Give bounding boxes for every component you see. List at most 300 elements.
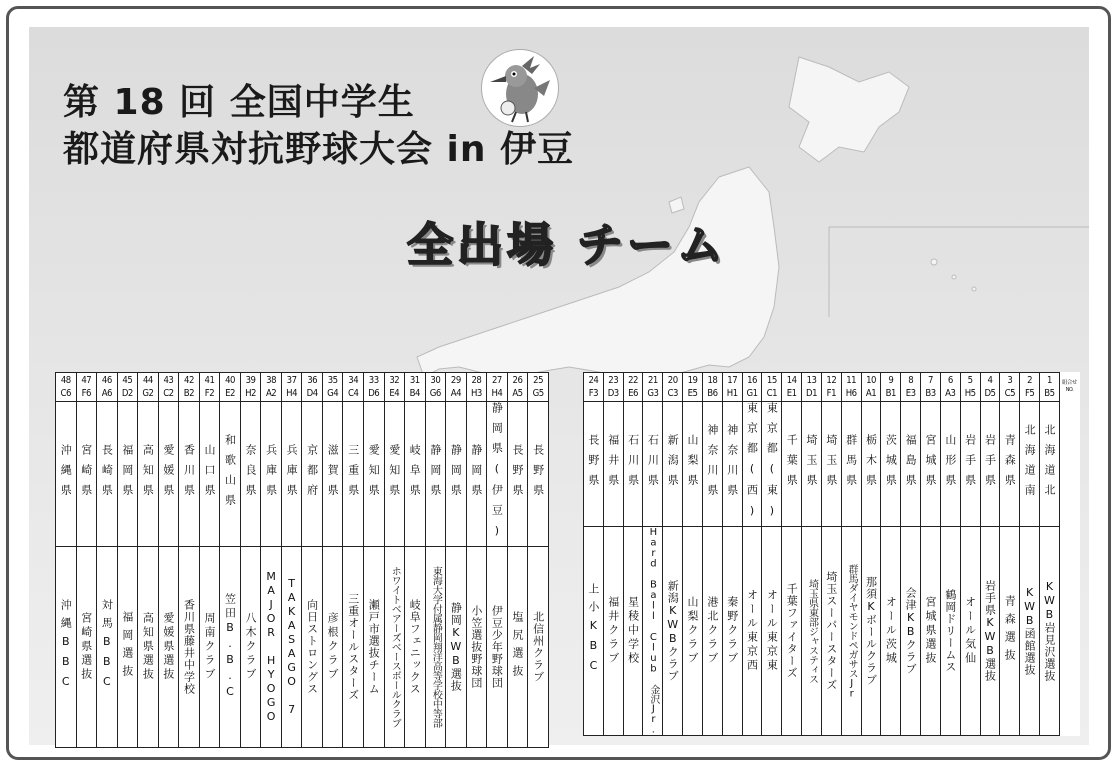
- number-row: [584, 373, 1080, 402]
- match-number-cell: [405, 373, 426, 402]
- match-number: 26: [512, 375, 523, 386]
- bracket-code: G5: [532, 388, 544, 399]
- bracket-code: A3: [945, 388, 956, 399]
- prefecture-cell: [762, 402, 782, 527]
- prefecture-name: 高知県: [141, 444, 155, 504]
- team-cell: [1000, 527, 1020, 736]
- bracket-code: D1: [806, 388, 818, 399]
- team-name: 星稜中学校: [626, 596, 640, 666]
- team-cell: [302, 547, 323, 748]
- match-number: 43: [163, 375, 174, 386]
- match-number-cell: [1020, 373, 1040, 402]
- match-number: 47: [81, 375, 92, 386]
- prefecture-cell: [782, 402, 802, 527]
- team-name: 岐阜フェニックス: [408, 599, 422, 695]
- team-name: オール茨城: [884, 596, 898, 666]
- match-number-cell: [940, 373, 960, 402]
- match-number: 14: [786, 375, 797, 386]
- match-number-cell: [802, 373, 822, 402]
- match-number: 22: [628, 375, 638, 386]
- team-name: 塩尻選抜: [510, 611, 524, 683]
- team-cell: [584, 527, 604, 736]
- match-number: 46: [101, 375, 112, 386]
- bracket-code: H3: [470, 388, 482, 399]
- bracket-code: F2: [204, 388, 215, 399]
- prefecture-cell: [158, 402, 179, 547]
- bracket-code: F3: [588, 388, 599, 399]
- match-number-cell: [782, 373, 802, 402]
- match-number-cell: [240, 373, 261, 402]
- match-number: 20: [667, 375, 678, 386]
- team-cell: [117, 547, 138, 748]
- team-name: 高知県選抜: [141, 612, 155, 682]
- bracket-code: F1: [826, 388, 837, 399]
- team-name: TAKASAGO 7: [285, 577, 299, 717]
- team-row: [584, 527, 1080, 736]
- team-name: 那須Kボールクラブ: [864, 576, 878, 686]
- team-cell: [940, 527, 960, 736]
- prefecture-cell: [683, 402, 703, 527]
- prefecture-cell: [584, 402, 604, 527]
- match-number-cell: [1000, 373, 1020, 402]
- match-number: 32: [389, 375, 400, 386]
- prefecture-cell: [179, 402, 200, 547]
- prefecture-cell: [487, 402, 508, 547]
- prefecture-name: 香川県: [182, 444, 196, 504]
- prefecture-name: 山梨県: [686, 434, 700, 494]
- match-number: 45: [122, 375, 133, 386]
- prefecture-name: 兵庫県: [264, 444, 278, 504]
- team-name: 新潟KWBクラブ: [666, 580, 680, 682]
- team-cell: [861, 527, 881, 736]
- match-number: 15: [766, 375, 777, 386]
- team-name: 北信州クラブ: [531, 611, 545, 683]
- prefecture-cell: [940, 402, 960, 527]
- team-cell: [240, 547, 261, 748]
- team-cell: [663, 527, 683, 736]
- team-name: 埼玉スーパースターズ: [824, 571, 838, 691]
- prefecture-cell: [343, 402, 364, 547]
- match-number: 10: [866, 375, 876, 386]
- match-number-cell: [425, 373, 446, 402]
- prefecture-cell: [56, 402, 77, 547]
- team-name: 愛媛県選抜: [161, 612, 175, 682]
- team-cell: [405, 547, 426, 748]
- team-name: 岩手県KWB選抜: [983, 580, 997, 682]
- team-cell: [446, 547, 467, 748]
- prefecture-cell: [261, 402, 282, 547]
- match-number: 31: [409, 375, 420, 386]
- bracket-code: B3: [925, 388, 936, 399]
- team-name: 会津KBクラブ: [904, 587, 918, 675]
- bracket-code: G6: [429, 388, 441, 399]
- team-cell: [76, 547, 97, 748]
- team-cell: [603, 527, 623, 736]
- match-number-cell: [1040, 373, 1060, 402]
- match-number-cell: [322, 373, 343, 402]
- team-cell: [220, 547, 241, 748]
- team-name: 埼玉県東部ジャスティス: [806, 578, 818, 684]
- team-name: 向日ストロングス: [305, 599, 319, 695]
- match-number: 41: [204, 375, 215, 386]
- prefecture-name: 岐阜県: [408, 444, 422, 504]
- match-number-cell: [584, 373, 604, 402]
- prefecture-cell: [802, 402, 822, 527]
- prefecture-cell: [1000, 402, 1020, 527]
- team-name: 鶴岡ドリームス: [943, 589, 957, 673]
- bracket-code: D5: [984, 388, 996, 399]
- team-cell: [281, 547, 302, 748]
- prefecture-cell: [363, 402, 384, 547]
- team-cell: [466, 547, 487, 748]
- bracket-code: E4: [389, 388, 400, 399]
- match-number: 37: [286, 375, 297, 386]
- match-number: 4: [987, 375, 993, 386]
- match-number: 19: [687, 375, 698, 386]
- match-number-cell: [138, 373, 159, 402]
- match-number-cell: [762, 373, 782, 402]
- bracket-code: E6: [628, 388, 638, 399]
- prefecture-name: 山口県: [202, 444, 216, 504]
- prefecture-cell: [240, 402, 261, 547]
- bracket-code: H1: [726, 388, 738, 399]
- bracket-code: C6: [60, 388, 71, 399]
- team-name: 沖縄BBC: [59, 599, 73, 695]
- team-name: 八木クラブ: [244, 612, 258, 682]
- team-cell: [261, 547, 282, 748]
- prefecture-name: 石川県: [626, 434, 640, 494]
- team-name: 港北クラブ: [705, 596, 719, 666]
- bracket-code: E1: [786, 388, 797, 399]
- prefecture-name: 千葉県: [785, 434, 799, 494]
- bracket-code: G3: [647, 388, 659, 399]
- prefecture-name: 栃木県: [864, 434, 878, 494]
- prefecture-name: 滋賀県: [326, 444, 340, 504]
- match-number: 28: [471, 375, 482, 386]
- match-number: 48: [60, 375, 71, 386]
- poster-frame: [6, 6, 1111, 760]
- prefecture-cell: [623, 402, 643, 527]
- bracket-code: C2: [163, 388, 174, 399]
- prefecture-name: 神奈川県: [725, 424, 739, 504]
- match-number: 6: [947, 375, 953, 386]
- prefecture-name: 宮崎県: [79, 444, 93, 504]
- match-number: 5: [967, 375, 973, 386]
- match-number: 39: [245, 375, 256, 386]
- bracket-code: H2: [245, 388, 256, 399]
- prefecture-cell: [528, 402, 549, 547]
- prefecture-cell: [960, 402, 980, 527]
- bracket-code: H4: [286, 388, 298, 399]
- match-number: 13: [806, 375, 817, 386]
- teams-table-left: [55, 372, 549, 748]
- team-cell: [960, 527, 980, 736]
- match-number: 29: [450, 375, 461, 386]
- team-cell: [980, 527, 1000, 736]
- bracket-code: A4: [450, 388, 461, 399]
- team-name: 東海大学付属静岡翔洋高等学校中等部: [430, 566, 442, 728]
- prefecture-cell: [742, 402, 762, 527]
- team-name: 千葉ファイターズ: [785, 583, 799, 679]
- match-number: 11: [846, 375, 857, 386]
- match-number-cell: [742, 373, 762, 402]
- page-title: [63, 79, 574, 173]
- prefecture-name: 北海道南: [1023, 424, 1037, 504]
- match-number-cell: [220, 373, 241, 402]
- match-number-cell: [528, 373, 549, 402]
- match-number: 35: [327, 375, 338, 386]
- bracket-code: B6: [707, 388, 718, 399]
- prefecture-cell: [97, 402, 118, 547]
- subtitle-all-teams: 全出場 チーム: [407, 218, 728, 272]
- team-name: 宮城県選抜: [923, 596, 937, 666]
- team-cell: [1040, 527, 1060, 736]
- team-name: 宮崎県選抜: [79, 612, 93, 682]
- prefecture-name: 岩手県: [963, 434, 977, 494]
- team-cell: [821, 527, 841, 736]
- match-number: 27: [491, 375, 502, 386]
- bracket-code: C5: [1004, 388, 1016, 399]
- team-cell: [56, 547, 77, 748]
- match-number-cell: [487, 373, 508, 402]
- bracket-code: E2: [225, 388, 235, 399]
- team-name: オール東京東: [765, 589, 779, 673]
- team-cell: [343, 547, 364, 748]
- bracket-code: C1: [766, 388, 778, 399]
- team-cell: [528, 547, 549, 748]
- team-cell: [921, 527, 941, 736]
- match-number: 21: [647, 375, 658, 386]
- bracket-code: A2: [265, 388, 277, 399]
- match-number: 1: [1046, 375, 1052, 386]
- team-cell: [762, 527, 782, 736]
- prefecture-name: 兵庫県: [285, 444, 299, 504]
- number-row: [56, 373, 549, 402]
- team-cell: [841, 527, 861, 736]
- match-number-cell: [302, 373, 323, 402]
- bracket-code: D3: [607, 388, 619, 399]
- prefecture-name: 埼玉県: [805, 434, 819, 494]
- match-number-cell: [117, 373, 138, 402]
- match-number: 3: [1007, 375, 1013, 386]
- prefecture-name: 三重県: [346, 444, 360, 504]
- bracket-code: B1: [885, 388, 896, 399]
- title-line-2: 都道府県対抗野球大会 in 伊豆: [63, 129, 575, 170]
- prefecture-name: 石川県: [646, 434, 660, 494]
- prefecture-name: 宮城県: [923, 434, 937, 494]
- team-cell: [322, 547, 343, 748]
- prefecture-name: 静岡県: [469, 444, 483, 504]
- prefecture-cell: [702, 402, 722, 527]
- team-cell: [683, 527, 703, 736]
- bracket-code: E5: [687, 388, 698, 399]
- title-line-1: 第 18 回 全国中学生: [63, 82, 415, 123]
- match-number-cell: [158, 373, 179, 402]
- team-cell: [425, 547, 446, 748]
- team-cell: [179, 547, 200, 748]
- match-number: 24: [588, 375, 599, 386]
- prefecture-name: 岩手県: [983, 434, 997, 494]
- header-spacer: [1059, 402, 1079, 527]
- match-number-cell: [199, 373, 220, 402]
- match-number-cell: [821, 373, 841, 402]
- header-spacer: [1059, 527, 1079, 736]
- prefecture-cell: [220, 402, 241, 547]
- match-number: 2: [1027, 375, 1033, 386]
- team-cell: [138, 547, 159, 748]
- team-name: KWB函館選抜: [1023, 586, 1037, 676]
- prefecture-cell: [199, 402, 220, 547]
- prefecture-cell: [281, 402, 302, 547]
- match-number-cell: [281, 373, 302, 402]
- teams-table-right: [583, 372, 1080, 736]
- team-cell: [507, 547, 528, 748]
- match-number: 8: [908, 375, 914, 386]
- team-name: 秦野クラブ: [725, 596, 739, 666]
- team-name: オール気仙: [963, 596, 977, 666]
- prefecture-name: 静岡県: [428, 444, 442, 504]
- team-name: 静岡KWB選抜: [449, 602, 463, 692]
- match-number-cell: [179, 373, 200, 402]
- team-cell: [97, 547, 118, 748]
- team-name: 伊豆少年野球団: [490, 605, 504, 689]
- prefecture-name: 和歌山県: [223, 434, 237, 514]
- team-name: 対馬BBC: [100, 599, 114, 695]
- prefecture-name: 神奈川県: [705, 424, 719, 504]
- team-cell: [158, 547, 179, 748]
- match-number-cell: [702, 373, 722, 402]
- match-number-cell: [960, 373, 980, 402]
- match-number: 17: [727, 375, 738, 386]
- match-number-cell: [901, 373, 921, 402]
- match-number-cell: [466, 373, 487, 402]
- bracket-code: C4: [347, 388, 359, 399]
- team-name: 福井クラブ: [606, 596, 620, 666]
- bracket-code: E3: [905, 388, 916, 399]
- team-cell: [702, 527, 722, 736]
- match-number-cell: [261, 373, 282, 402]
- bracket-code: G4: [327, 388, 339, 399]
- bracket-code: D6: [368, 388, 380, 399]
- match-number-cell: [881, 373, 901, 402]
- team-name: 小笠選抜野球団: [469, 605, 483, 689]
- prefecture-name: 奈良県: [244, 444, 258, 504]
- prefecture-cell: [643, 402, 663, 527]
- match-number: 42: [184, 375, 194, 386]
- prefecture-name: 福島県: [904, 434, 918, 494]
- team-name: オール東京西: [745, 589, 759, 673]
- prefecture-cell: [405, 402, 426, 547]
- match-number-cell: [663, 373, 683, 402]
- prefecture-name: 長野県: [510, 444, 524, 504]
- bracket-code: B5: [1044, 388, 1055, 399]
- combination-number-header: 組合せNO.: [1061, 380, 1077, 393]
- team-cell: [363, 547, 384, 748]
- prefecture-cell: [446, 402, 467, 547]
- prefecture-cell: [302, 402, 323, 547]
- prefecture-cell: [881, 402, 901, 527]
- match-number: 16: [747, 375, 757, 386]
- prefecture-name: 新潟県: [666, 434, 680, 494]
- prefecture-cell: [322, 402, 343, 547]
- team-name: 彦根クラブ: [326, 612, 340, 682]
- team-name: 三重オールスターズ: [346, 593, 360, 701]
- team-name: ホワイトベアーズベースボールクラブ: [389, 566, 401, 728]
- team-row: [56, 547, 549, 748]
- team-name: KWB岩見沢選抜: [1042, 580, 1056, 682]
- team-cell: [643, 527, 663, 736]
- prefecture-cell: [980, 402, 1000, 527]
- prefecture-name: 愛知県: [367, 444, 381, 504]
- prefecture-row: [584, 402, 1080, 527]
- prefecture-cell: [507, 402, 528, 547]
- match-number: 40: [225, 375, 235, 386]
- team-name: 周南クラブ: [202, 612, 216, 682]
- prefecture-cell: [1020, 402, 1040, 527]
- bracket-code: D2: [121, 388, 133, 399]
- team-cell: [623, 527, 643, 736]
- team-name: 青森選抜: [1003, 595, 1017, 667]
- team-name: 上小KBC: [586, 583, 600, 679]
- bracket-code: G2: [142, 388, 154, 399]
- bracket-code: F6: [81, 388, 91, 399]
- prefecture-cell: [861, 402, 881, 527]
- bracket-code: G1: [746, 388, 758, 399]
- match-number: 44: [142, 375, 153, 386]
- match-number: 7: [928, 375, 933, 386]
- match-number: 36: [307, 375, 318, 386]
- team-cell: [199, 547, 220, 748]
- match-number: 25: [533, 375, 544, 386]
- bracket-code: C3: [667, 388, 678, 399]
- team-name: 群馬ダイヤモンドペガサスJr: [846, 563, 858, 699]
- prefecture-name: 長崎県: [100, 444, 114, 504]
- prefecture-name: 京都府: [305, 444, 319, 504]
- team-name: Hard Ball Club 金沢Jr.: [647, 527, 659, 735]
- team-cell: [722, 527, 742, 736]
- prefecture-name: 青森県: [1003, 434, 1017, 494]
- team-name: 香川県藤井中学校: [182, 599, 196, 695]
- prefecture-name: 愛知県: [387, 444, 401, 504]
- team-name: 山梨クラブ: [686, 596, 700, 666]
- match-number-cell: [861, 373, 881, 402]
- prefecture-row: [56, 402, 549, 547]
- match-number: 33: [368, 375, 379, 386]
- prefecture-name: 福岡県: [120, 444, 134, 504]
- match-number: 9: [888, 375, 894, 386]
- match-number-cell: [97, 373, 118, 402]
- prefecture-cell: [603, 402, 623, 527]
- team-name: 瀬戸市選抜チーム: [367, 599, 381, 695]
- bracket-code: H4: [491, 388, 503, 399]
- team-cell: [742, 527, 762, 736]
- prefecture-name: 福井県: [606, 434, 620, 494]
- prefecture-cell: [425, 402, 446, 547]
- prefecture-cell: [921, 402, 941, 527]
- match-number-cell: [56, 373, 77, 402]
- prefecture-name: 北海道北: [1042, 424, 1056, 504]
- prefecture-name: 静岡県(伊豆): [490, 402, 504, 546]
- team-cell: [384, 547, 405, 748]
- bracket-code: B2: [183, 388, 195, 399]
- prefecture-cell: [901, 402, 921, 527]
- prefecture-cell: [76, 402, 97, 547]
- prefecture-cell: [841, 402, 861, 527]
- match-number-cell: [507, 373, 528, 402]
- team-name: 笠田B.B.C: [223, 593, 237, 701]
- match-number-cell: [446, 373, 467, 402]
- prefecture-name: 東京都(東): [765, 402, 779, 526]
